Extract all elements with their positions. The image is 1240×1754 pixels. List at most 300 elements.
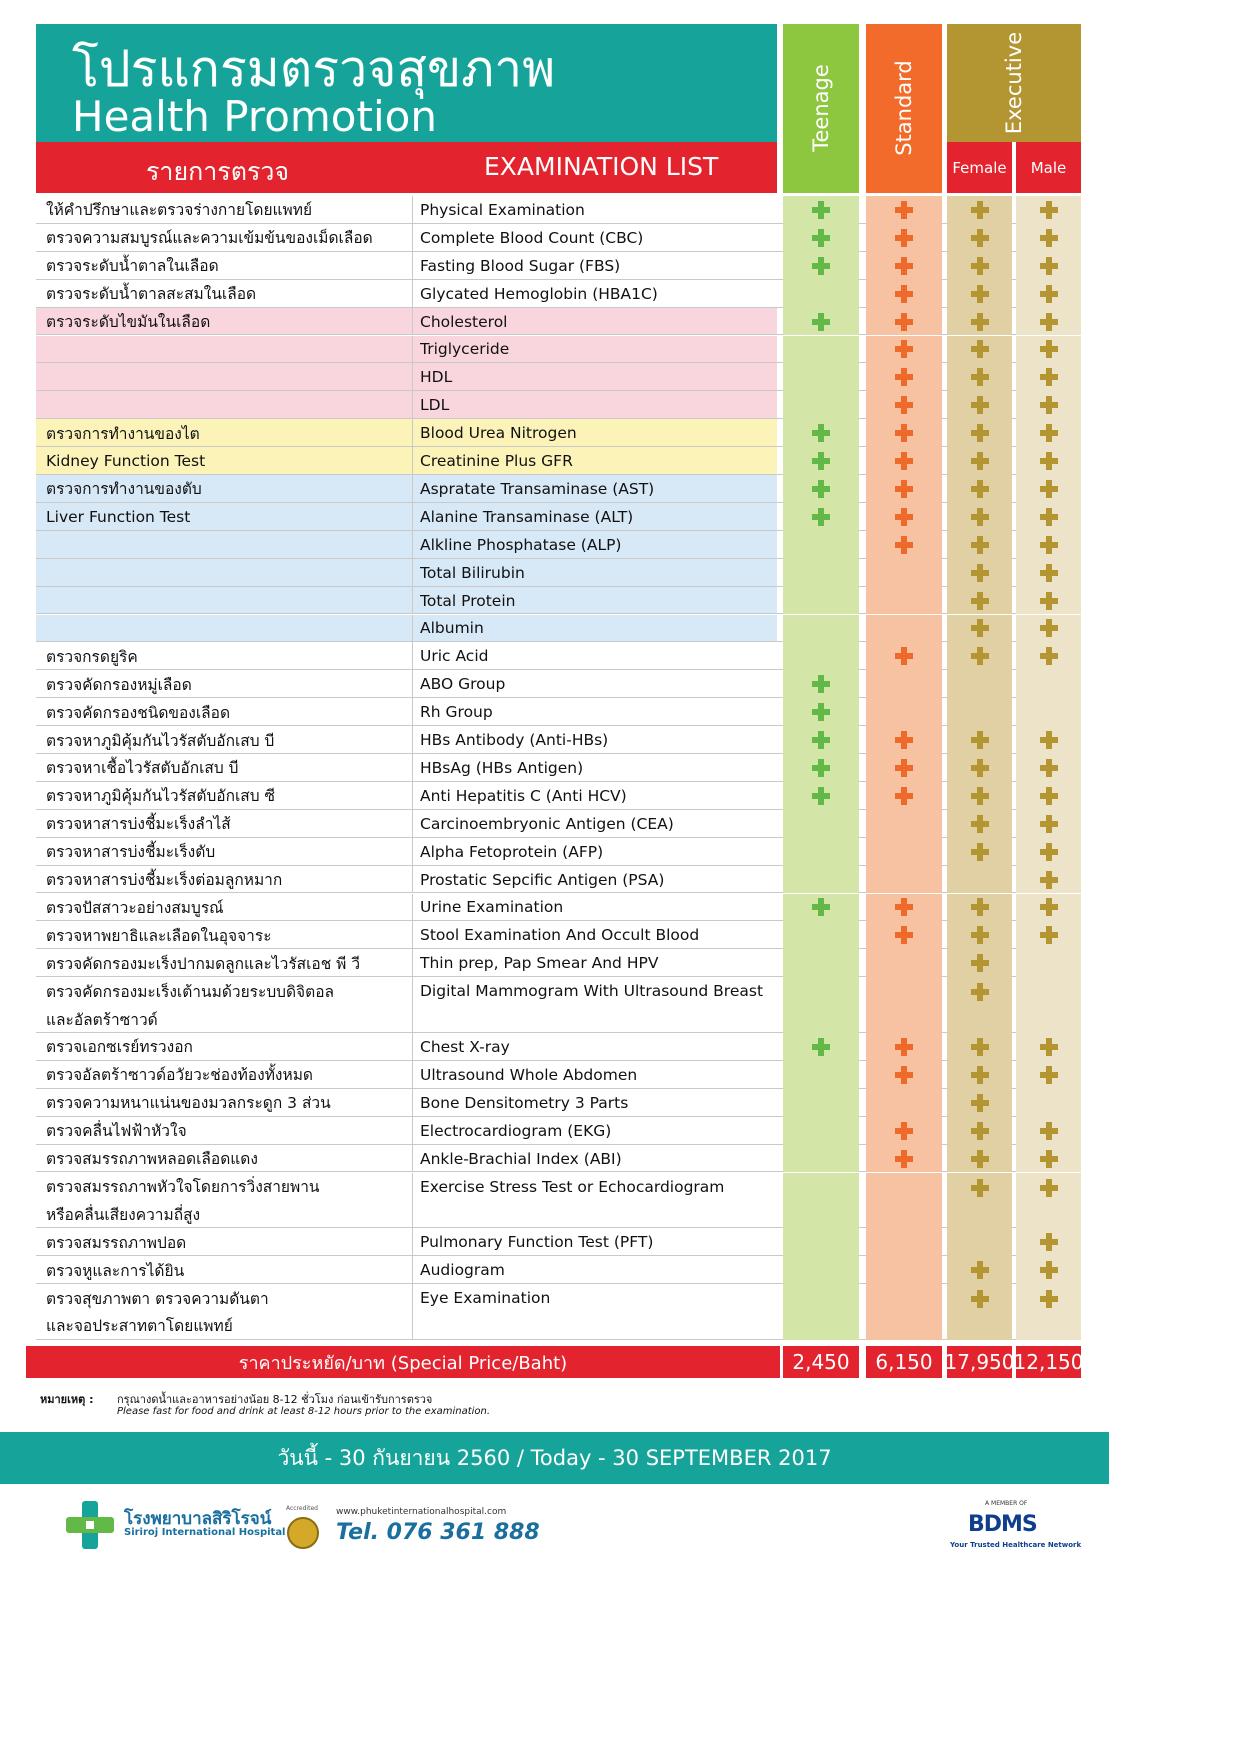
plan-cell xyxy=(783,1089,859,1117)
table-row xyxy=(36,1173,1081,1229)
plan-cell xyxy=(783,391,859,419)
included-plus-icon xyxy=(971,1290,989,1308)
included-plus-icon xyxy=(971,1179,989,1197)
exam-name-thai: ตรวจหาสารบ่งชี้มะเร็งลำไส้ xyxy=(46,815,231,834)
included-plus-icon xyxy=(812,313,830,331)
exam-name-thai: ตรวจคัดกรองหมู่เลือด xyxy=(46,675,192,694)
table-row xyxy=(36,280,1081,308)
plan-cell xyxy=(947,587,1012,615)
exam-name-thai: ตรวจคลื่นไฟฟ้าหัวใจ xyxy=(46,1122,187,1141)
exam-name-thai: ตรวจหาภูมิคุ้มกันไวรัสตับอักเสบ ซี xyxy=(46,787,276,806)
plan-cell xyxy=(947,559,1012,587)
column-divider xyxy=(412,698,413,726)
included-plus-icon xyxy=(971,313,989,331)
column-divider xyxy=(412,531,413,559)
included-plus-icon xyxy=(1040,787,1058,805)
exam-name-english: Ankle-Brachial Index (ABI) xyxy=(420,1149,622,1168)
table-row xyxy=(36,224,1081,252)
bdms-logo: BDMS xyxy=(968,1512,1037,1537)
included-plus-icon xyxy=(971,731,989,749)
table-row xyxy=(36,419,1081,447)
plan-cell xyxy=(866,670,942,698)
plan-cell xyxy=(1016,810,1081,838)
included-plus-icon xyxy=(971,592,989,610)
plan-cell xyxy=(947,1256,1012,1284)
price-standard: 6,150 xyxy=(866,1346,942,1378)
plan-cell xyxy=(783,1033,859,1061)
column-divider xyxy=(412,1173,413,1229)
plan-cell xyxy=(783,949,859,977)
included-plus-icon xyxy=(1040,815,1058,833)
exam-name-english: Blood Urea Nitrogen xyxy=(420,424,577,443)
exam-name-english: HDL xyxy=(420,368,453,387)
column-divider xyxy=(412,642,413,670)
included-plus-icon xyxy=(812,675,830,693)
included-plus-icon xyxy=(812,229,830,247)
plan-cell xyxy=(1016,1173,1081,1229)
included-plus-icon xyxy=(895,898,913,916)
exam-name-english: Alpha Fetoprotein (AFP) xyxy=(420,842,604,861)
included-plus-icon xyxy=(971,396,989,414)
included-plus-icon xyxy=(895,1038,913,1056)
column-divider xyxy=(412,559,413,587)
included-plus-icon xyxy=(812,452,830,470)
list-header-thai: รายการตรวจ xyxy=(146,157,290,186)
plan-cell xyxy=(866,949,942,977)
exam-name-thai: ตรวจหาสารบ่งชี้มะเร็งตับ xyxy=(46,843,216,862)
exam-name-english: Anti Hepatitis C (Anti HCV) xyxy=(420,786,627,805)
exam-name-english: Triglyceride xyxy=(420,340,510,359)
column-divider xyxy=(412,587,413,615)
plan-cell xyxy=(866,447,942,475)
plan-cell xyxy=(947,866,1012,894)
plan-cell xyxy=(1016,949,1081,977)
plan-cell xyxy=(866,894,942,922)
column-divider xyxy=(412,1145,413,1173)
table-row xyxy=(36,977,1081,1033)
plan-cell xyxy=(783,196,859,224)
table-row xyxy=(36,503,1081,531)
included-plus-icon xyxy=(895,480,913,498)
exam-name-thai xyxy=(46,977,411,1033)
plan-cell xyxy=(783,810,859,838)
plan-cell xyxy=(1016,782,1081,810)
price-female: 17,950 xyxy=(947,1346,1012,1378)
plan-cell xyxy=(783,726,859,754)
column-divider xyxy=(412,308,413,336)
included-plus-icon xyxy=(1040,396,1058,414)
column-divider xyxy=(412,670,413,698)
table-row xyxy=(36,1145,1081,1173)
included-plus-icon xyxy=(895,340,913,358)
included-plus-icon xyxy=(971,340,989,358)
plan-cell xyxy=(783,1117,859,1145)
included-plus-icon xyxy=(1040,1066,1058,1084)
column-divider xyxy=(412,224,413,252)
plan-cell xyxy=(947,894,1012,922)
plan-cell xyxy=(947,363,1012,391)
plan-cell xyxy=(1016,419,1081,447)
plan-cell xyxy=(783,921,859,949)
plan-cell xyxy=(947,503,1012,531)
exam-name-thai: ตรวจระดับน้ำตาลสะสมในเลือด xyxy=(46,285,257,304)
plan-cell xyxy=(947,531,1012,559)
plan-cell xyxy=(1016,196,1081,224)
exam-name-thai: ตรวจคัดกรองชนิดของเลือด xyxy=(46,703,231,722)
exam-name-thai-line1: ตรวจสมรรถภาพหัวใจโดยการวิ่งสายพาน xyxy=(46,1177,320,1196)
validity-date: วันนี้ - 30 กันยายน 2560 / Today - 30 SEPTEMBER 2017 xyxy=(277,1445,832,1470)
plan-cell xyxy=(783,1256,859,1284)
plan-male-header: Male xyxy=(1016,142,1081,193)
price-teenage: 2,450 xyxy=(783,1346,859,1378)
plan-cell xyxy=(1016,308,1081,336)
plan-cell xyxy=(1016,754,1081,782)
table-row xyxy=(36,391,1081,419)
exam-name-english: Rh Group xyxy=(420,703,493,722)
plan-cell xyxy=(1016,894,1081,922)
plan-cell xyxy=(866,726,942,754)
plan-cell xyxy=(866,224,942,252)
website[interactable]: www.phuketinternationalhospital.com xyxy=(336,1507,507,1517)
included-plus-icon xyxy=(1040,898,1058,916)
exam-name-english: LDL xyxy=(420,396,450,415)
included-plus-icon xyxy=(971,954,989,972)
plan-cell xyxy=(947,782,1012,810)
included-plus-icon xyxy=(1040,926,1058,944)
price-label: ราคาประหยัด/บาท (Special Price/Baht) xyxy=(26,1346,780,1378)
plan-cell xyxy=(866,1173,942,1229)
plan-cell xyxy=(866,1089,942,1117)
table-row xyxy=(36,866,1081,894)
plan-cell xyxy=(866,1256,942,1284)
included-plus-icon xyxy=(971,1261,989,1279)
title-english: Health Promotion xyxy=(72,92,437,141)
exam-name-thai xyxy=(46,531,411,559)
exam-name-thai-line2: และจอประสาทตาโดยแพทย์ xyxy=(46,1317,233,1336)
column-divider xyxy=(412,726,413,754)
table-row xyxy=(36,670,1081,698)
column-divider xyxy=(412,336,413,364)
plan-cell xyxy=(947,419,1012,447)
included-plus-icon xyxy=(812,257,830,275)
plan-cell xyxy=(783,1173,859,1229)
column-divider xyxy=(412,866,413,894)
plan-cell xyxy=(1016,336,1081,364)
included-plus-icon xyxy=(971,1122,989,1140)
plan-cell xyxy=(866,977,942,1033)
exam-name-thai xyxy=(46,336,411,364)
plan-cell xyxy=(783,336,859,364)
plan-cell xyxy=(866,391,942,419)
exam-name-english: Carcinoembryonic Antigen (CEA) xyxy=(420,814,674,833)
exam-name-thai: ตรวจหูและการได้ยิน xyxy=(46,1261,185,1280)
plan-cell xyxy=(783,642,859,670)
included-plus-icon xyxy=(1040,759,1058,777)
title-thai: โปรแกรมตรวจสุขภาพ xyxy=(72,40,556,98)
included-plus-icon xyxy=(1040,368,1058,386)
plan-cell xyxy=(866,698,942,726)
included-plus-icon xyxy=(971,285,989,303)
exam-name-thai-line2: และอัลตร้าซาวด์ xyxy=(46,1010,158,1029)
plan-cell xyxy=(1016,726,1081,754)
plan-cell xyxy=(783,838,859,866)
exam-name-english: HBsAg (HBs Antigen) xyxy=(420,758,584,777)
plan-cell xyxy=(1016,1117,1081,1145)
exam-name-english: Uric Acid xyxy=(420,647,489,666)
exam-name-thai: ตรวจเอกซเรย์ทรวงอก xyxy=(46,1038,193,1057)
included-plus-icon xyxy=(1040,1179,1058,1197)
included-plus-icon xyxy=(971,1150,989,1168)
plan-cell xyxy=(947,308,1012,336)
table-row xyxy=(36,1284,1081,1340)
included-plus-icon xyxy=(1040,424,1058,442)
plan-female-header: Female xyxy=(947,142,1012,193)
table-row xyxy=(36,196,1081,224)
plan-cell xyxy=(866,615,942,643)
table-row xyxy=(36,642,1081,670)
plan-cell xyxy=(783,503,859,531)
column-divider xyxy=(412,894,413,922)
exam-name-thai: ตรวจความหนาแน่นของมวลกระดูก 3 ส่วน xyxy=(46,1094,331,1113)
plan-cell xyxy=(783,866,859,894)
table-row xyxy=(36,782,1081,810)
plan-cell xyxy=(1016,447,1081,475)
plan-cell xyxy=(1016,391,1081,419)
exam-name-english: ABO Group xyxy=(420,675,506,694)
plan-cell xyxy=(1016,921,1081,949)
column-divider xyxy=(412,280,413,308)
table-row xyxy=(36,308,1081,336)
plan-cell xyxy=(866,1284,942,1340)
table-row xyxy=(36,336,1081,364)
included-plus-icon xyxy=(1040,647,1058,665)
table-row xyxy=(36,698,1081,726)
exam-name-english: Complete Blood Count (CBC) xyxy=(420,228,644,247)
plan-cell xyxy=(783,447,859,475)
plan-cell xyxy=(866,866,942,894)
plan-cell xyxy=(947,336,1012,364)
included-plus-icon xyxy=(971,1094,989,1112)
plan-cell xyxy=(1016,1145,1081,1173)
table-row xyxy=(36,949,1081,977)
exam-name-thai xyxy=(46,559,411,587)
telephone[interactable]: Tel. 076 361 888 xyxy=(336,1520,540,1545)
plan-cell xyxy=(866,559,942,587)
exam-name-english: Creatinine Plus GFR xyxy=(420,452,573,471)
plan-cell xyxy=(1016,1284,1081,1340)
plan-cell xyxy=(1016,1061,1081,1089)
exam-name-english: Physical Examination xyxy=(420,200,585,219)
plan-cell xyxy=(947,1117,1012,1145)
included-plus-icon xyxy=(895,229,913,247)
included-plus-icon xyxy=(971,1038,989,1056)
plan-cell xyxy=(947,754,1012,782)
exam-name-thai: ตรวจหาพยาธิและเลือดในอุจจาระ xyxy=(46,926,272,945)
plan-cell xyxy=(866,196,942,224)
price-male: 12,150 xyxy=(1016,1346,1081,1378)
plan-cell xyxy=(866,1117,942,1145)
included-plus-icon xyxy=(971,536,989,554)
plan-cell xyxy=(947,280,1012,308)
column-divider xyxy=(412,1284,413,1340)
plan-cell xyxy=(866,336,942,364)
plan-cell xyxy=(947,252,1012,280)
exam-name-thai-line1: ตรวจคัดกรองมะเร็งเต้านมด้วยระบบดิจิตอล xyxy=(46,982,335,1001)
exam-name-thai xyxy=(46,587,411,615)
plan-cell xyxy=(1016,977,1081,1033)
column-divider xyxy=(412,782,413,810)
plan-cell xyxy=(783,670,859,698)
included-plus-icon xyxy=(1040,1261,1058,1279)
plan-executive-label: Executive xyxy=(1002,31,1026,135)
plan-cell xyxy=(947,1284,1012,1340)
included-plus-icon xyxy=(1040,257,1058,275)
included-plus-icon xyxy=(812,787,830,805)
plan-cell xyxy=(1016,1228,1081,1256)
included-plus-icon xyxy=(895,647,913,665)
plan-cell xyxy=(866,1061,942,1089)
included-plus-icon xyxy=(1040,1038,1058,1056)
column-divider xyxy=(412,921,413,949)
table-row xyxy=(36,754,1081,782)
included-plus-icon xyxy=(971,619,989,637)
plan-cell xyxy=(947,921,1012,949)
plan-cell xyxy=(1016,698,1081,726)
included-plus-icon xyxy=(895,424,913,442)
included-plus-icon xyxy=(971,759,989,777)
plan-cell xyxy=(783,1284,859,1340)
note-label: หมายเหตุ : xyxy=(40,1393,94,1406)
plan-cell xyxy=(783,419,859,447)
plan-cell xyxy=(947,447,1012,475)
included-plus-icon xyxy=(1040,536,1058,554)
exam-name-english: Exercise Stress Test or Echocardiogram xyxy=(420,1177,725,1196)
plan-cell xyxy=(866,280,942,308)
plan-cell xyxy=(866,308,942,336)
column-divider xyxy=(412,391,413,419)
plan-cell xyxy=(1016,615,1081,643)
included-plus-icon xyxy=(1040,313,1058,331)
included-plus-icon xyxy=(895,731,913,749)
included-plus-icon xyxy=(1040,452,1058,470)
exam-name-english: Eye Examination xyxy=(420,1289,551,1308)
included-plus-icon xyxy=(971,843,989,861)
plan-cell xyxy=(866,754,942,782)
plan-standard-header xyxy=(866,24,942,193)
plan-cell xyxy=(783,1145,859,1173)
included-plus-icon xyxy=(895,396,913,414)
included-plus-icon xyxy=(971,647,989,665)
plan-cell xyxy=(947,726,1012,754)
plan-cell xyxy=(783,977,859,1033)
included-plus-icon xyxy=(895,257,913,275)
included-plus-icon xyxy=(1040,1150,1058,1168)
exam-name-thai: ตรวจหาสารบ่งชี้มะเร็งต่อมลูกหมาก xyxy=(46,871,283,890)
included-plus-icon xyxy=(812,731,830,749)
column-divider xyxy=(412,475,413,503)
table-row xyxy=(36,1256,1081,1284)
exam-name-thai: ตรวจกรดยูริค xyxy=(46,647,138,666)
plan-cell xyxy=(947,196,1012,224)
exam-name-english: HBs Antibody (Anti-HBs) xyxy=(420,731,609,750)
note-english: Please fast for food and drink at least 8-12 hours prior to the examination. xyxy=(117,1406,491,1417)
included-plus-icon xyxy=(1040,1122,1058,1140)
included-plus-icon xyxy=(812,508,830,526)
included-plus-icon xyxy=(971,257,989,275)
plan-teenage-header xyxy=(783,24,859,193)
plan-cell xyxy=(866,1145,942,1173)
plan-cell xyxy=(783,615,859,643)
included-plus-icon xyxy=(1040,480,1058,498)
exam-name-english: Aspratate Transaminase (AST) xyxy=(420,479,655,498)
hospital-name-english: Siriroj International Hospital xyxy=(124,1527,286,1538)
table-row xyxy=(36,1033,1081,1061)
plan-executive-header xyxy=(947,24,1081,142)
plan-cell xyxy=(947,977,1012,1033)
bdms-tagline: Your Trusted Healthcare Network xyxy=(950,1541,1082,1549)
exam-name-english: Albumin xyxy=(420,619,484,638)
exam-name-thai: ตรวจอัลตร้าซาวด์อวัยวะช่องท้องทั้งหมด xyxy=(46,1066,313,1085)
exam-name-english: Alkline Phosphatase (ALP) xyxy=(420,535,622,554)
exam-name-thai xyxy=(46,363,411,391)
exam-name-english: Alanine Transaminase (ALT) xyxy=(420,507,634,526)
plan-cell xyxy=(947,949,1012,977)
included-plus-icon xyxy=(971,229,989,247)
accredited-label: Accredited xyxy=(286,1505,318,1512)
exam-name-english: Total Bilirubin xyxy=(420,563,525,582)
column-divider xyxy=(412,447,413,475)
included-plus-icon xyxy=(895,759,913,777)
included-plus-icon xyxy=(895,508,913,526)
exam-name-thai-line2: หรือคลื่นเสียงความถี่สูง xyxy=(46,1205,201,1224)
included-plus-icon xyxy=(895,787,913,805)
plan-cell xyxy=(1016,475,1081,503)
plan-cell xyxy=(866,475,942,503)
plan-cell xyxy=(783,754,859,782)
included-plus-icon xyxy=(812,424,830,442)
column-divider xyxy=(412,503,413,531)
included-plus-icon xyxy=(1040,619,1058,637)
column-divider xyxy=(412,196,413,224)
plan-cell xyxy=(783,308,859,336)
exam-name-thai: ตรวจหาภูมิคุ้มกันไวรัสตับอักเสบ บี xyxy=(46,731,275,750)
included-plus-icon xyxy=(971,815,989,833)
plan-cell xyxy=(866,587,942,615)
column-divider xyxy=(412,1117,413,1145)
plan-cell xyxy=(1016,559,1081,587)
table-row xyxy=(36,1089,1081,1117)
table-row xyxy=(36,587,1081,615)
included-plus-icon xyxy=(971,424,989,442)
plan-cell xyxy=(783,363,859,391)
included-plus-icon xyxy=(895,1150,913,1168)
plan-cell xyxy=(947,1089,1012,1117)
exam-name-thai: ตรวจการทำงานของตับ xyxy=(46,480,202,499)
exam-name-thai xyxy=(46,391,411,419)
plan-cell xyxy=(947,838,1012,866)
exam-name-thai: ตรวจการทำงานของไต xyxy=(46,424,200,443)
plan-cell xyxy=(1016,1089,1081,1117)
column-divider xyxy=(412,1033,413,1061)
exam-name-english: Stool Examination And Occult Blood xyxy=(420,926,700,945)
plan-cell xyxy=(783,1228,859,1256)
included-plus-icon xyxy=(1040,592,1058,610)
plan-cell xyxy=(1016,642,1081,670)
plan-cell xyxy=(947,615,1012,643)
exam-name-english: Ultrasound Whole Abdomen xyxy=(420,1065,638,1084)
plan-cell xyxy=(783,224,859,252)
included-plus-icon xyxy=(1040,201,1058,219)
